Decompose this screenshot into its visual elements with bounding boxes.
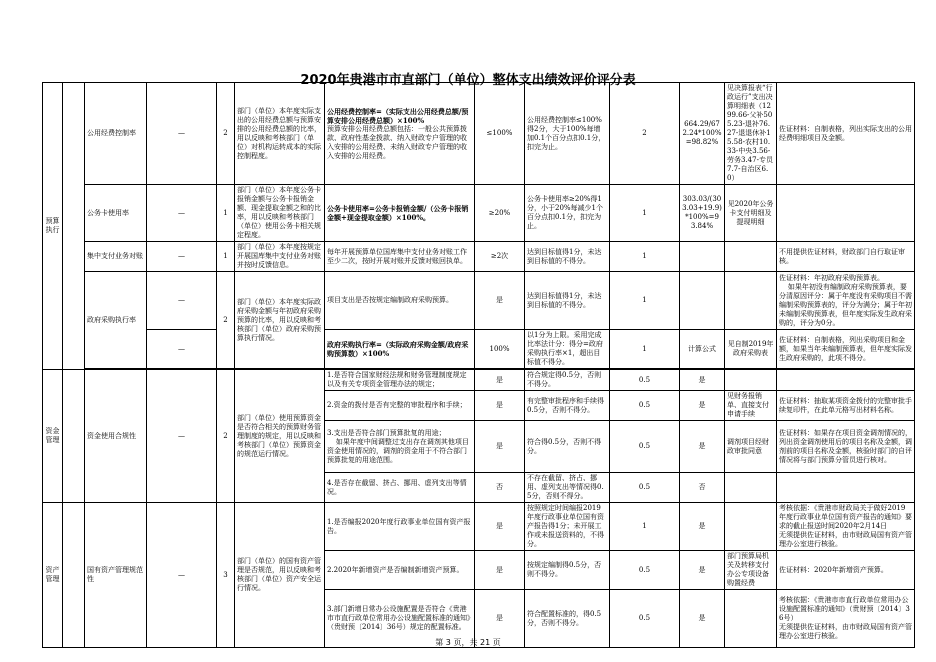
self-score: 0.5: [610, 473, 680, 503]
indicator-name: 公用经费控制率: [85, 83, 147, 185]
table-row: 资产管理 国有资产管理规范性 — 3 部门（单位）的国有资产管理是否规范，用以反映和考核部门（单位）资产安全运行情况。 1.是否编报2020年度行政事业单位国有资产报告。 是 按照规定时间编报2019年度行政事业单位国有资产报告得1分；未开展工作或未报送资料的，不得分。 1 是 考核依据：《贵港市财政局关于做好2019年度行政事业单位国有资产报告的通知》要求的截止报送时间2020年2月14日 无须提供佐证材料，由市财政局国有资产管理办公室进行核验。: [43, 503, 915, 551]
page-footer: 第 3 页，共 21 页: [435, 638, 501, 647]
score-table: [42, 82, 915, 648]
self-score: 2: [610, 83, 680, 185]
indicator-score: 2: [217, 272, 235, 369]
table-row: — 政府采购执行率=（实际政府采购金额/政府采购预算数）×100% 100% 以1分为上限。采用完成比率法计分：得分=政府采购执行率×1，超出目标值不得分。 1 计算公式 见自制2019年政府采购表 佐证材料：自制表格，列出采购项目和金额，如果当年未编制预算表，但年度实际发生政府采购的，此项不得分。: [43, 330, 915, 369]
indicator-score: 3: [217, 503, 235, 648]
indicator-name: 公务卡使用率: [85, 185, 147, 242]
table-row: 政府采购执行率 — 2 部门（单位）本年度实际政府采购金额与年初政府采购预算的比率，用以反映和考核部门（单位）政府采购预算执行情况。 项目支出是否按规定编制政府采购预算。 是 达到目标值得1分，未达到目标值的不得分。 1 佐证材料：年初政府采购预算表。 如果年初没有编制政府采购预算表，要分清原因评分：属于年度没有采购项目不需编制采购预算表的，评分为满分；属于年初未编制采购预算表，但年度实际发生政府采购的，评分为0分。: [43, 272, 915, 330]
table-row: 2.资金的拨付是否有完整的审批程序和手续； 是 有完整审批程序和手续得0.5分，否则不得分。 0.5 是 见财务报销单、直接支付申请手续 佐证材料：抽取某项资金拨付的完整审批手续复印件，在此单元格写出材料名称。: [43, 391, 915, 421]
indicator-name: 政府采购执行率: [85, 272, 147, 369]
self-score: 0.5: [610, 551, 680, 590]
self-score: 0.5: [610, 391, 680, 421]
table-row: 4.是否存在截留、挤占、挪用、虚列支出等情况。 否 不存在截留、挤占、挪用、虚列支出等情况得0.5分，否则不得分。 0.5 否: [43, 473, 915, 503]
self-score: 1: [610, 503, 680, 551]
table-row: 集中支付业务对账 — 1 部门（单位）本年度按规定开展国库集中支付业务对账并按时反馈信息。 每年开展预算单位国库集中支付业务对账工作至少二次，按时开展对账并反馈对账回执单。 ≥2次 达到目标值得1分，未达到目标值的不得分。 1 不用提供佐证材料，财政部门自行取证审核。: [43, 242, 915, 272]
self-score: 1: [610, 330, 680, 369]
self-score: 1: [610, 242, 680, 272]
self-score: 0.5: [610, 590, 680, 648]
table-row: 公务卡使用率 — 1 部门（单位）本年度公务卡报销金额与公务卡报销金额、现金提取金额之和的比率，用以反映和考核部门（单位）使用公务卡相关规定程度。 公务卡使用率=公务卡报销金额/（公务卡报销金额+现金提取金额）×100%。 ≥20% 公务卡使用率≥20%得1分，小于20%每减少1个百分点扣0.1分，扣完为止。 1 303.03/(303.03+19.9)*100%=93.84% 见2020年公务卡支付明细及提现明细: [43, 185, 915, 242]
table-row: 3.部门新增日常办公设施配置是否符合《贵港市市直行政单位常用办公设施配置标准的通知》（贵财预〔2014〕36号）规定的配置标准。 是 符合配置标准的，得0.5分，否则不得分。 0.5 是 考核依据：《贵港市市直行政单位常用办公设施配置标准的通知》（贵财预〔2014〕36号） 无须提供佐证材料，由市财政局国有资产管理办公室进行核验。: [43, 590, 915, 648]
self-score: 1: [610, 272, 680, 330]
indicator-score: 1: [217, 242, 235, 272]
page-title: 2020年贵港市市直部门（单位）整体支出绩效评价评分表: [300, 73, 636, 88]
indicator-name: 资金使用合规性: [85, 370, 147, 503]
section-label: 资金管理: [43, 370, 63, 503]
section-label: 预算执行: [43, 83, 63, 370]
indicator-name: 集中支付业务对账: [85, 242, 147, 272]
table-row: 2.2020年新增资产是否编制新增资产预算。 是 按规定编制得0.5分，否则不得分。 0.5 是 部门预算局机关及转移支付办公专项设备购置经费 佐证材料：2020年新增资产预算。: [43, 551, 915, 590]
self-score: 1: [610, 185, 680, 242]
table-row: 预算执行 公用经费控制率 — 2 部门（单位）本年度实际支出的公用经费总额与预算安排的公用经费总额的比率，用以反映和考核部门（单位）对机构运转成本的实际控制程度。 公用经费控制率=（实际支出公用经费总额/预算安排公用经费总额）×100% 预算安排公用经费总额包括：一般公共预算拨款、政府性基金拨款、纳入财政专户管理的收入安排的公用经费、未纳入财政专户管理的收入安排的公用经费。 ≤100% 公用经费控制率≤100%得2分，大于100%每增加0.1个百分点扣0.1分，扣完为止。 2 664.29/672.24*100%=98.82% 见决算报表“行政运行”支出决算明细表（1299.66-父补505.23-退补76.27-退退休补15.58-农村10.33-中央3.56-劳务3.47-专员7.7-自治区6.0） 佐证材料：自制表格，列出实际支出的公用经费明细项目及金额。: [43, 83, 915, 185]
self-score: 0.5: [610, 421, 680, 473]
indicator-score: 2: [217, 83, 235, 185]
indicator-name: 国有资产管理规范性: [85, 503, 147, 648]
self-score: 0.5: [610, 370, 680, 391]
indicator-score: 2: [217, 370, 235, 503]
indicator-score: 1: [217, 185, 235, 242]
table-row: 资金管理 资金使用合规性 — 2 部门（单位）使用预算资金是否符合相关的预算财务管理制度的规定，用以反映和考核部门（单位）预算资金的规范运行情况。 1.是否符合国家财经法规和财务管理制度规定以及有关专项资金管理办法的规定； 是 符合规定得0.5分，否则不得分。 0.5 是: [43, 370, 915, 391]
table-row: 3.支出是否符合部门预算批复的用途； 如果年度中间调整过支出存在调剂其他项目资金使用情况的，调剂的资金用于不符合部门预算批复的用途范围。 是 符合得0.5分，否则不得分。 0.5 是 调剂项目经财政审批同意 佐证材料：如果存在项目资金调剂情况的，列出资金调剂使用后的项目名称及金额，调剂前的项目名称及金额，核验时部门的自评情况将与部门预算分管员进行核对。: [43, 421, 915, 473]
indicator-desc: 部门（单位）本年度实际支出的公用经费总额与预算安排的公用经费总额的比率，用以反映和考核部门（单位）对机构运转成本的实际控制程度。: [235, 83, 325, 185]
section-label: 资产管理: [43, 503, 63, 648]
